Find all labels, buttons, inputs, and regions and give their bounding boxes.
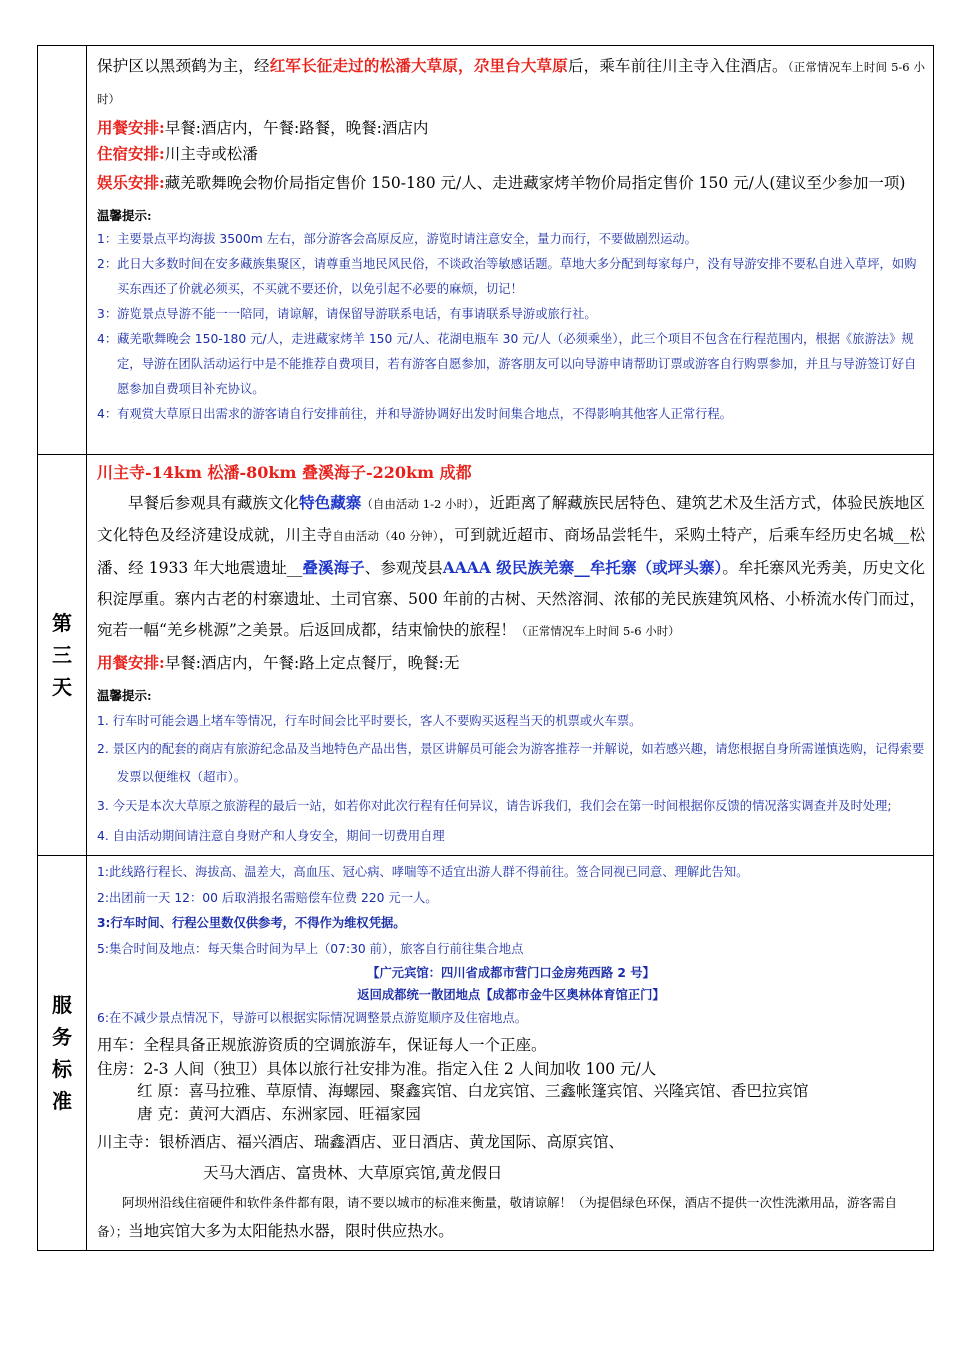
hot-water-notice: 当地宾馆大多为太阳能热水器，限时供应热水。 bbox=[128, 1221, 454, 1240]
day3-route-title: 川主寺-14km 松潘-80km 叠溪海子-220km 成都 bbox=[97, 463, 472, 482]
service-label-char: 务 bbox=[52, 1024, 72, 1049]
meal-label: 用餐安排: bbox=[97, 653, 165, 672]
day3-label-cell bbox=[38, 455, 87, 856]
service-label-cell bbox=[38, 856, 87, 1251]
day3-tip: 2. 景区内的配套的商店有旅游纪念品及当地特色产品出售，景区讲解员可能会为游客推荐一并解说，如若感兴趣，请您根据自身所需谨慎选购，记得索要发票以便维权（超市）。 bbox=[97, 742, 925, 784]
day3-text: ，可到就近超市、商场品尝牦牛，采购土特产，后乘车经历史名城__松潘、经 1933 年大地震遗址__ bbox=[97, 526, 925, 577]
day3-highlight-tibetan-village: 特色藏寨 bbox=[299, 493, 362, 512]
day2-tip: 4：有观赏大草原日出需求的游客请自行安排前往，并和导游协调好出发时间集合地点，不得影响其他客人正常行程。 bbox=[97, 407, 732, 421]
day2-meal bbox=[97, 115, 925, 141]
hotel-list-tangke: 唐 克：黄河大酒店、东洲家园、旺福家园 bbox=[137, 1104, 421, 1123]
day2-row bbox=[38, 46, 934, 455]
day2-tip: 2：此日大多数时间在安多藏族集聚区，请尊重当地民风民俗，不谈政治等敏感话题。草地大多分配到每家每户，没有导游安排不要私自进入草坪，如购买东西还了价就必须买，不买就不要还价，以免引起不必要的麻烦，切记！ bbox=[97, 257, 917, 296]
entertainment-text: 藏羌歌舞晚会物价局指定售价 150-180 元/人、走进藏家烤羊物价局指定售价 150 元/人(建议至少参加一项) bbox=[164, 174, 906, 192]
day3-highlight-mutuo: AAAA 级民族羌寨__牟托寨（或坪头寨） bbox=[442, 558, 723, 577]
day3-paragraph bbox=[97, 487, 925, 647]
day2-travel-time: （正常情况车上时间 5-6 小时） bbox=[97, 60, 925, 106]
service-label-char: 服 bbox=[52, 992, 72, 1017]
day2-text-a: 保护区以黑颈鹤为主，经 bbox=[97, 57, 270, 75]
meal-label: 用餐安排: bbox=[97, 118, 165, 137]
day2-tip: 1：主要景点平均海拔 3500m 左右，部分游客会高原反应，游览时请注意安全，量力而行，不要做剧烈运动。 bbox=[97, 232, 697, 246]
itinerary-table bbox=[37, 45, 934, 1251]
service-content bbox=[87, 856, 934, 1251]
day2-tips-title: 温馨提示: bbox=[97, 208, 152, 223]
day2-label-cell bbox=[38, 46, 87, 455]
day3-label-char: 天 bbox=[52, 675, 72, 699]
hotel-list-chuanzhusi: 川主寺：银桥酒店、福兴酒店、瑞鑫酒店、亚日酒店、黄龙国际、高原宾馆、 bbox=[97, 1132, 625, 1151]
day2-text-b: 后，乘车前往川主寺入住酒店。 bbox=[567, 57, 788, 75]
notice-text: 阿坝州沿线住宿硬件和软件条件都有限，请不要以城市的标准来衡量，敬请谅解！（为提倡绿色环保，酒店不提供一次性洗漱用品，游客需自备）； bbox=[97, 1194, 898, 1239]
day3-text: 。牟托寨风光秀美，历史文化积淀厚重。寨内古老的村寨遗址、土司官寨、500 年前的古树、天然溶洞、浓郁的羌民族建筑风格、小桥流水传门而过，宛若一幅“羌乡桃源”之美景。后返回成都，结束愉快的旅程！ bbox=[97, 559, 925, 639]
day2-paragraph bbox=[97, 50, 925, 115]
service-label-char: 标 bbox=[52, 1056, 72, 1081]
day3-tip: 1. 行车时可能会遇上堵车等情况，行车时间会比平时要长，客人不要购买返程当天的机票或火车票。 bbox=[97, 714, 642, 728]
day2-highlight-grassland: 红军长征走过的松潘大草原，尕里台大草原 bbox=[269, 56, 568, 75]
day3-small-note: （自由活动 1-2 小时） bbox=[361, 497, 474, 511]
day3-label-char: 第 bbox=[52, 611, 72, 635]
day3-text: 、参观茂县 bbox=[364, 559, 443, 577]
entertainment-label: 娱乐安排: bbox=[97, 173, 165, 192]
service-label-char: 准 bbox=[52, 1088, 72, 1113]
stay-text: 川主寺或松潘 bbox=[164, 145, 258, 163]
day3-content bbox=[87, 455, 934, 856]
meal-text: 早餐:酒店内，午餐:路餐，晚餐:酒店内 bbox=[164, 119, 429, 137]
day3-text: ，近距离了解藏族民居特色、建筑艺术及生活方式，体验民族地区文化特色及经济建设成就，川主寺 bbox=[97, 494, 925, 544]
service-row bbox=[38, 856, 934, 1251]
day3-text: 早餐后参观具有藏族文化 bbox=[128, 494, 300, 512]
service-item: 2:出团前一天 12：00 后取消报名需赔偿车位费 220 元一人。 bbox=[97, 890, 438, 905]
day2-tip: 3：游览景点导游不能一一陪同，请谅解，请保留导游联系电话，有事请联系导游或旅行社。 bbox=[97, 307, 597, 321]
vehicle-info: 用车：全程具备正规旅游资质的空调旅游车，保证每人一个正座。 bbox=[97, 1035, 547, 1054]
meal-text: 早餐:酒店内，午餐:路上定点餐厅，晚餐:无 bbox=[164, 654, 460, 672]
gathering-address: 【广元宾馆：四川省成都市营门口金房苑西路 2 号】 bbox=[367, 966, 655, 980]
day3-highlight-diexi: 叠溪海子 bbox=[302, 558, 365, 577]
day2-tip: 4：藏羌歌舞晚会 150-180 元/人，走进藏家烤羊 150 元/人、花湖电瓶车 30 元/人（必须乘坐），此三个项目不包含在行程范围内，根据《旅游法》规定，导游在团队活动运行中是不能推荐自费项目，若有游客自愿参加，游客朋友可以向导游申请帮助订票或游客自行购票参加，并且与导游签订好自愿参加自费项目补充协议。 bbox=[97, 332, 917, 396]
day2-entertainment bbox=[97, 167, 925, 199]
accommodation-notice bbox=[97, 1188, 925, 1246]
service-item: 6:在不减少景点情况下，导游可以根据实际情况调整景点游览顺序及住宿地点。 bbox=[97, 1011, 528, 1025]
day3-travel-time: （正常情况车上时间 5-6 小时） bbox=[515, 624, 680, 638]
service-item: 5:集合时间及地点：每天集合时间为早上（07:30 前），旅客自行前往集合地点 bbox=[97, 941, 524, 956]
stay-label: 住宿安排: bbox=[97, 144, 165, 163]
dispersal-address: 返回成都统一散团地点【成都市金牛区奥林体育馆正门】 bbox=[357, 988, 665, 1002]
day3-label-char: 三 bbox=[52, 643, 72, 667]
day3-tip: 3. 今天是本次大草原之旅游程的最后一站，如若你对此次行程有任何异议，请告诉我们，我们会在第一时间根据你反馈的情况落实调查并及时处理; bbox=[97, 799, 892, 813]
room-info: 住房：2-3 人间（独卫）具体以旅行社安排为准。指定入住 2 人间加收 100 元/人 bbox=[97, 1059, 657, 1078]
day2-content bbox=[87, 46, 934, 455]
hotel-list-hongyuan: 红 原：喜马拉雅、草原情、海螺园、聚鑫宾馆、白龙宾馆、三鑫帐篷宾馆、兴隆宾馆、香巴拉宾馆 bbox=[137, 1081, 809, 1100]
service-item: 3:行车时间、行程公里数仅供参考，不得作为维权凭据。 bbox=[97, 916, 406, 930]
day2-stay bbox=[97, 141, 925, 167]
day3-meal bbox=[97, 647, 925, 679]
day3-tip: 4. 自由活动期间请注意自身财产和人身安全，期间一切费用自理 bbox=[97, 829, 445, 843]
day3-small-note: 自由活动（40 分钟） bbox=[332, 529, 439, 543]
hotel-list-chuanzhusi-cont: 天马大酒店、富贵林、大草原宾馆,黄龙假日 bbox=[203, 1163, 503, 1182]
day3-tips-title: 温馨提示: bbox=[97, 688, 152, 703]
day3-row bbox=[38, 455, 934, 856]
service-item: 1:此线路行程长、海拔高、温差大，高血压、冠心病、哮喘等不适宜出游人群不得前往。签合同视已同意、理解此告知。 bbox=[97, 865, 749, 879]
